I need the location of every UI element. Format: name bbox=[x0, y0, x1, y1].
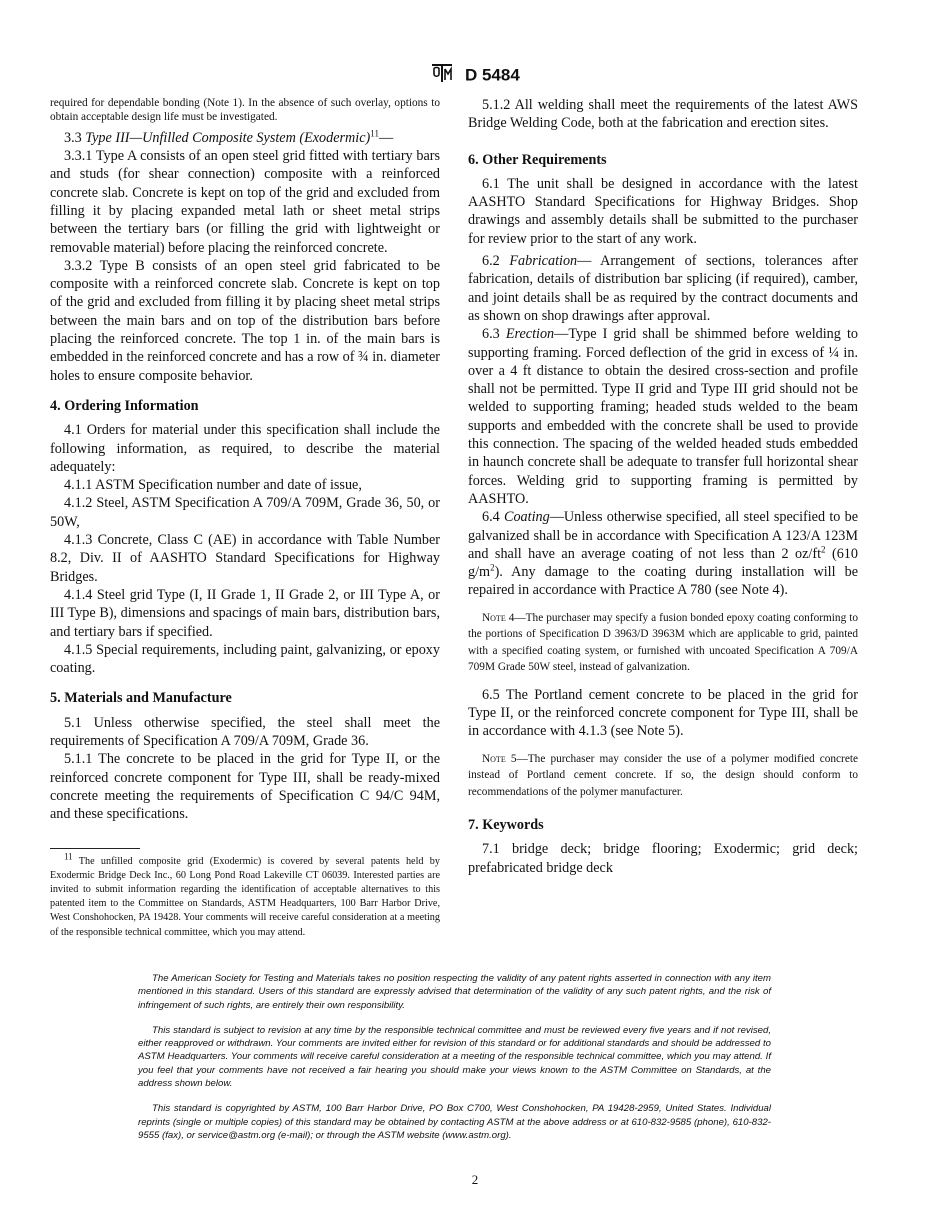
footnote-11: $^{11}$ The unfilled composite grid (Exodermic) is covered by several patents held by Exodermic Bridge Deck Inc., 60 Long Pond Road Lakeville CT 06039. Interested parties are invited to submit information regarding the identification of acceptable alternatives to this patented item to the Committee on Standards, ASTM Headquarters, 100 Barr Harbor Drive, West Conshohocken, PA 19428. Your comments will receive careful consideration at a meeting of the responsible technical committee, which you may attend. bbox=[50, 851, 440, 938]
heading-ordering-information: 4. Ordering Information bbox=[50, 397, 199, 414]
note-4: Note 4—The purchaser may specify a fusion bonded epoxy coating conforming to the portions of Specification D 3963/D 3963M which are applicable to grid, painted with a specified coating system, or furnished with uncoated Specification A 709/A 709M Grade 50W steel, instead of galvanization. bbox=[468, 611, 858, 674]
section-4-1-2: 4.1.2 Steel, ASTM Specification A 709/A 709M, Grade 36, 50, or 50W, bbox=[50, 495, 440, 530]
section-3-3-1: 3.3.1 Type A consists of an open steel grid fitted with tertiary bars and studs (for shear connection) composite with a reinforced concrete slab. Concrete is kept on top of the grid and excluded from filling it by placing expanded metal lath or sheet metal strips between the tertiary bars (or filling the grid with lightweight or removable material) before placing the reinforced concrete. bbox=[50, 148, 440, 256]
page-number: 2 bbox=[471, 1172, 479, 1187]
footnote-divider bbox=[50, 848, 140, 849]
section-3-3: 3.3 Type III—Unfilled Composite System (Exodermic)$^{11}$— bbox=[64, 128, 394, 146]
right-column bbox=[468, 96, 858, 877]
astm-disclaimer bbox=[138, 972, 771, 1154]
section-3-3-2: 3.3.2 Type B consists of an open steel grid fabricated to be composite with a reinforced concrete slab. Concrete is kept on top of the grid and excluded from filling it by placing sheet metal strips between the main bars and on top of the distribution bars before placing the reinforced concrete. The top 1 in. of the main bars is embedded in the reinforced concrete and has a row of ¾ in. diameter holes to ensure composite behavior. bbox=[50, 257, 440, 384]
section-4-1: 4.1 Orders for material under this specification shall include the following information, as required, to describe the material adequately: bbox=[50, 422, 440, 475]
section-7-1: 7.1 bridge deck; bridge flooring; Exodermic; grid deck; prefabricated bridge deck bbox=[468, 841, 858, 876]
section-6-1: 6.1 The unit shall be designed in accordance with the latest AASHTO Standard Specifications for Highway Bridges. Shop drawings and assembly details shall be submitted to the purchaser for review prior to the start of any work. bbox=[468, 175, 858, 247]
section-4-1-3: 4.1.3 Concrete, Class C (AE) in accordance with Table Number 8.2, Div. II of AASHTO Standard Specifications for Highway Bridges. bbox=[50, 532, 440, 585]
section-6-4: 6.4 Coating—Unless otherwise specified, all steel specified to be galvanized shall be in accordance with Specification A 123/A 123M and shall have an average coating of not less than 2 $oz/ft^2$ (610 $g/m^2$). Any damage to the coating during installation will be repaired in accordance with Practice A 780 (see Note 4). bbox=[468, 509, 858, 599]
left-column bbox=[50, 96, 440, 940]
section-4-1-5: 4.1.5 Special requirements, including paint, galvanizing, or epoxy coating. bbox=[50, 641, 440, 677]
section-5-1-2: 5.1.2 All welding shall meet the requirements of the latest AWS Bridge Welding Code, both at the fabrication and erection sites. bbox=[468, 97, 858, 132]
section-6-3: 6.3 Erection—Type I grid shall be shimmed before welding to supporting framing. Forced deflection of the grid in excess of ¼ in. over a 4 ft distance to obtain the desired cross-section and profile shall not be permitted. Type II grid and Type III grid should not be welded to supporting framing; headed studs welded to the beam supports and embedded with the concrete shall be used to provide this connection. The spacing of the welded headed studs embedded in haunch concrete shall be adequate to transfer full horizontal shear forces. Welding grid to supporting framing is permitted by AASHTO. bbox=[468, 326, 858, 507]
disclaimer-copyright: This standard is copyrighted by ASTM, 100 Barr Harbor Drive, PO Box C700, West Conshohocken, PA 19428-2959, United States. Individual reprints (single or multiple copies) of this standard may be obtained by contacting ASTM at the above address or at 610-832-9585 (phone), 610-832-9555 (fax), or service@astm.org (e-mail); or through the ASTM website (www.astm.org). bbox=[138, 1103, 771, 1141]
section-5-1: 5.1 Unless otherwise specified, the steel shall meet the requirements of Specification A 709/A 709M, Grade 36. bbox=[50, 714, 440, 750]
heading-other-requirements: 6. Other Requirements bbox=[468, 151, 607, 168]
disclaimer-revision: This standard is subject to revision at any time by the responsible technical committee and must be reviewed every five years and if not revised, either reapproved or withdrawn. Your comments are invited either for revision of this standard or for additional standards and should be addressed to ASTM Headquarters. Your comments will receive careful consideration at a meeting of the responsible technical committee, which you may attend. If you feel that your comments have not received a fair hearing you should make your views known to the ASTM Committee on Standards, at the address shown below. bbox=[138, 1024, 771, 1090]
disclaimer-patent: The American Society for Testing and Materials takes no position respecting the validity of any patent rights asserted in connection with any item mentioned in this standard. Users of this standard are expressly advised that determination of the validity of any such patent rights, and the risk of infringement of such rights, are entirely their own responsibility. bbox=[138, 973, 771, 1011]
page-header bbox=[0, 62, 950, 89]
section-5-1-1: 5.1.1 The concrete to be placed in the grid for Type II, or the reinforced concrete component for Type III, shall be ready-mixed concrete meeting the requirements of Specification C 94/C 94M, and these specifications. bbox=[50, 751, 440, 823]
footnote-ref-11[interactable]: 11 bbox=[370, 128, 379, 139]
heading-keywords: 7. Keywords bbox=[468, 817, 544, 834]
section-4-1-4: 4.1.4 Steel grid Type (I, II Grade 1, II Grade 2, or III Type A, or III Type B), dimensions and spacings of main bars, distribution bars, and tertiary bars if specified. bbox=[50, 586, 440, 640]
heading-materials-manufacture: 5. Materials and Manufacture bbox=[50, 690, 232, 707]
section-6-2: 6.2 Fabrication— Arrangement of sections, tolerances after fabrication, details of distribution bar splicing (if required), camber, and joint details shall be as required by the contract documents and as shown on shop drawings after approval. bbox=[468, 253, 859, 324]
document-designation: D 5484 bbox=[464, 65, 520, 85]
paragraph-continuation: required for dependable bonding (Note 1). In the absence of such overlay, options to obtain acceptable design life must be investigated. bbox=[50, 97, 440, 124]
astm-logo-icon bbox=[430, 62, 454, 89]
note-5: Note 5—The purchaser may consider the use of a polymer modified concrete instead of Portland cement concrete. If so, the design should conform to recommendations of the polymer manufacturer. bbox=[468, 752, 858, 798]
section-6-5: 6.5 The Portland cement concrete to be placed in the grid for Type II, or the reinforced concrete component for Type III, shall be in accordance with 4.1.3 (see Note 5). bbox=[468, 686, 858, 740]
section-4-1-1: 4.1.1 ASTM Specification number and date of issue, bbox=[64, 477, 362, 494]
